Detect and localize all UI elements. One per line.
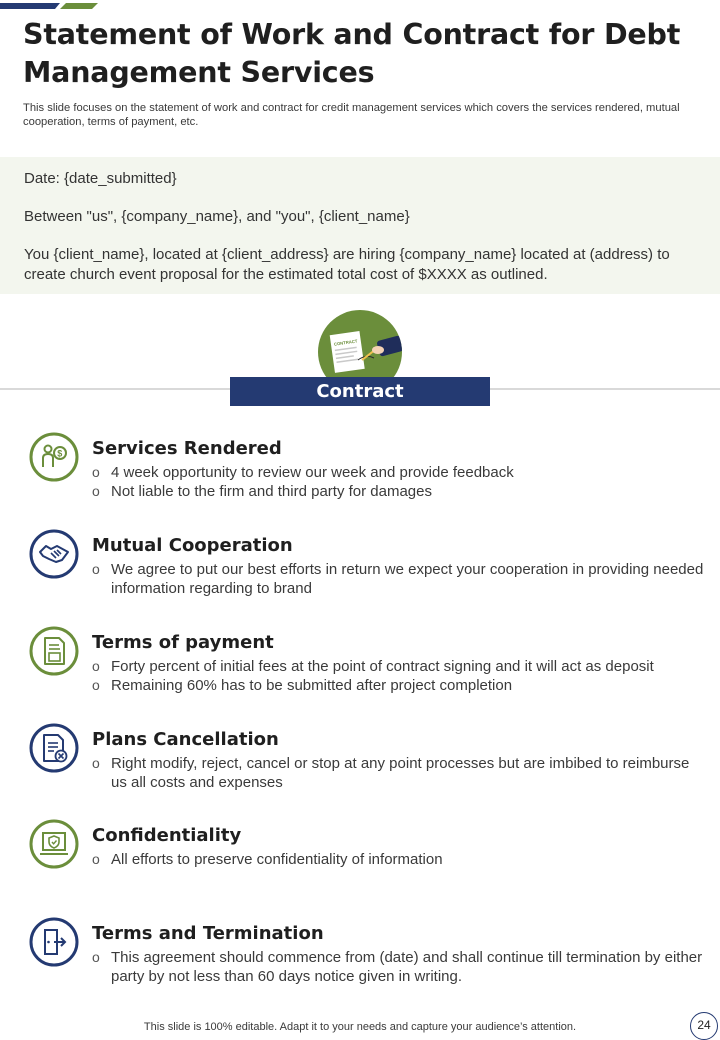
section-title: Confidentiality <box>92 825 242 846</box>
section-title: Services Rendered <box>92 438 282 459</box>
page-number: 24 <box>690 1012 718 1040</box>
bullet-item: o This agreement should commence from (date) and shall continue till termination by either party by not less than 60 days notice given in writing. <box>92 948 704 986</box>
bullet-item: o Forty percent of initial fees at the point of contract signing and it will act as deposit <box>92 657 704 676</box>
exit-door-icon <box>29 917 79 967</box>
bullet-item: o Not liable to the firm and third party for damages <box>92 482 704 501</box>
bullet-item: o We agree to put our best efforts in return we expect your cooperation in providing needed information regarding to brand <box>92 560 704 598</box>
bullet-item: o All efforts to preserve confidentiality of information <box>92 850 704 869</box>
top-accent-bars <box>0 0 120 10</box>
person-dollar-icon <box>29 432 79 482</box>
handshake-icon <box>29 529 79 579</box>
section-title: Plans Cancellation <box>92 729 279 750</box>
footer-note: This slide is 100% editable. Adapt it to your needs and capture your audience’s attention. <box>143 1021 577 1033</box>
bullet-item: o 4 week opportunity to review our week and provide feedback <box>92 463 704 482</box>
document-payment-icon <box>29 626 79 676</box>
section-bullets <box>92 657 704 695</box>
section-bullets <box>92 463 704 501</box>
section-bullets <box>92 560 704 598</box>
contract-document-label: CONTRACT <box>333 338 358 347</box>
hiring-line: You {client_name}, located at {client_address} are hiring {company_name} located at (address) to create church event proposal for the estimated total cost of $XXXX as outlined. <box>24 246 670 283</box>
bullet-item: o Remaining 60% has to be submitted after project completion <box>92 676 704 695</box>
svg-text:$: $ <box>57 448 63 459</box>
section-bullets <box>92 850 704 869</box>
section-title: Mutual Cooperation <box>92 535 293 556</box>
contract-banner: Contract <box>230 377 490 406</box>
parties-line: Between "us", {company_name}, and "you", {client_name} <box>24 208 410 225</box>
date-line: Date: {date_submitted} <box>24 170 177 187</box>
section-bullets <box>92 948 704 986</box>
shield-laptop-icon <box>29 819 79 869</box>
page-subtitle: This slide focuses on the statement of work and contract for credit management services which covers the services rendered, mutual cooperation, terms of payment, etc. <box>23 102 680 128</box>
document-cancel-icon <box>29 723 79 773</box>
contract-info-box <box>0 157 720 294</box>
bullet-item: o Right modify, reject, cancel or stop at any point processes but are imbibed to reimburse us all costs and expenses <box>92 754 704 792</box>
page-title: Statement of Work and Contract for Debt Management Services <box>23 18 681 89</box>
section-title: Terms of payment <box>92 632 274 653</box>
section-title: Terms and Termination <box>92 923 324 944</box>
section-bullets <box>92 754 704 792</box>
